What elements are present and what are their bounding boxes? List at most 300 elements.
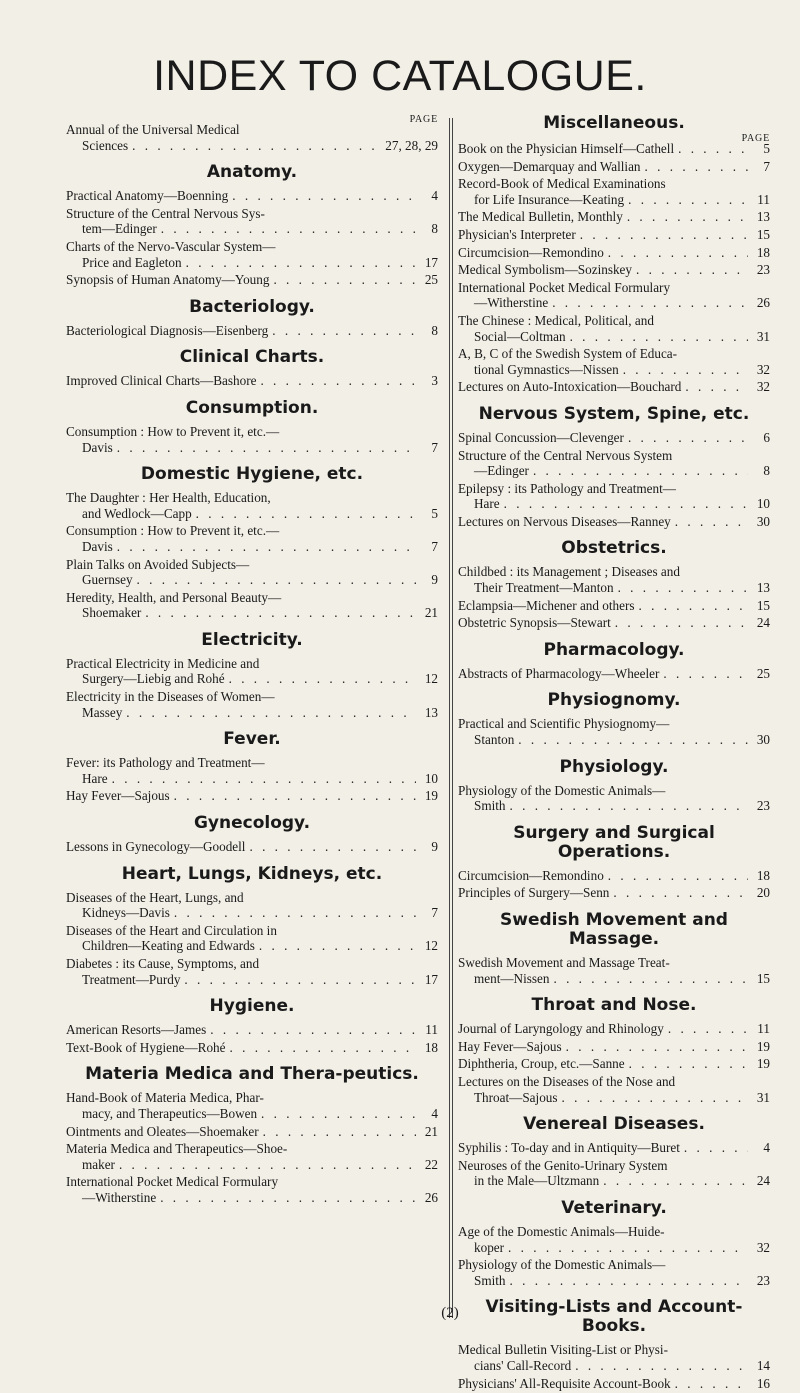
section-heading: Fever. [223,729,281,750]
dot-leader [510,798,748,814]
catalogue-entry [458,615,770,631]
dot-leader [174,788,416,804]
dot-leader [186,255,416,271]
dot-leader [575,1358,748,1374]
entry-page-number: 4 [763,1140,770,1156]
entry-title-line: Medical Bulletin Visiting-List or Physi- [458,1342,668,1358]
entry-title-line: for Life Insurance—Keating [474,191,625,207]
catalogue-entry [66,923,438,954]
entry-page-number: 11 [425,1022,438,1038]
entry-title-line: Physician's Interpreter [458,226,576,242]
entry-title-line: tional Gymnastics—Nissen [474,361,619,377]
catalogue-entry [458,313,770,344]
entry-page-number: 30 [756,513,770,529]
entry-title-line: koper [474,1239,505,1255]
entry-title-line: tem—Edinger [82,221,157,237]
catalogue-entry [66,956,438,987]
section-heading: Electricity. [201,629,303,650]
entry-title-line: —Witherstine [474,295,549,311]
catalogue-entry [458,716,770,747]
entry-page-number: 6 [763,429,770,445]
catalogue-entry [66,1040,438,1056]
dot-leader [628,192,748,208]
entry-title-line: Shoemaker [82,605,142,621]
section-heading: Anatomy. [206,162,298,183]
section-heading: Visiting-Lists and Account-Books. [485,1297,743,1337]
catalogue-entry [458,1342,770,1373]
entry-page-number: 11 [757,1021,770,1037]
section-heading: Physiology. [559,756,669,777]
entry-title-line: Annual of the Universal Medical [66,122,240,137]
dot-leader [261,1106,416,1122]
dot-leader [663,666,748,682]
entry-page-number: 14 [756,1357,770,1373]
entry-title-line: Hare [82,770,108,786]
entry-title-line: Physicians' All-Requisite Account-Book [458,1375,671,1391]
dot-leader [623,362,748,378]
dot-leader [174,905,416,921]
entry-page-number: 31 [756,328,770,344]
entry-title-line: Diseases of the Heart, Lungs, and [66,889,244,905]
section-heading: Miscellaneous. [543,113,685,133]
catalogue-entry [458,227,770,243]
entry-title-line: Plain Talks on Avoided Subjects— [66,556,250,572]
entry-title-line: Hand-Book of Materia Medica, Phar- [66,1090,264,1106]
entry-title-line: maker [82,1156,115,1172]
entry-page-number: 7 [431,538,438,554]
section-heading: Heart, Lungs, Kidneys, etc. [121,863,383,884]
catalogue-entry [66,490,438,521]
entry-page-number: 24 [756,615,770,631]
dot-leader [668,1021,748,1037]
entry-title-line: Lectures on the Diseases of the Nose and [458,1073,676,1089]
catalogue-entry [458,481,770,512]
dot-leader [533,463,748,479]
catalogue-entry [66,1174,438,1205]
dot-leader [562,1090,748,1106]
entry-title-line: The Daughter : Her Health, Education, [66,490,271,506]
entry-title-line: Spinal Concussion—Clevenger [458,429,624,445]
entry-page-number: 27, 28, 29 [385,137,438,153]
catalogue-entry [66,373,438,389]
dot-leader [518,732,748,748]
entry-page-number: 17 [424,254,438,270]
dot-leader [230,1040,417,1056]
dot-leader [260,373,416,389]
entry-page-number: 15 [756,970,770,986]
entry-page-number: 7 [763,158,770,174]
dot-leader [629,1056,748,1072]
entry-title-line: Improved Clinical Charts—Bashore [66,373,257,389]
entry-page-number: 12 [424,938,438,954]
entry-title-line: Lectures on Nervous Diseases—Ranney [458,513,671,529]
dot-leader [112,771,416,787]
dot-leader [210,1022,416,1038]
dot-leader [273,272,416,288]
entry-title-line: Surgery—Liebig and Rohé [82,671,225,687]
catalogue-entry [458,1224,770,1255]
dot-leader [232,188,416,204]
entry-page-number: 19 [756,1038,770,1054]
entry-page-number: 20 [756,885,770,901]
entry-page-number: 18 [424,1039,438,1055]
catalogue-entry [458,1039,770,1055]
section-heading: Venereal Diseases. [523,1114,705,1135]
section-heading: Gynecology. [193,813,311,834]
page-title: INDEX TO CATALOGUE. [153,52,647,100]
entry-title-line: Sciences [82,137,129,153]
entry-title-line: Oxygen—Demarquay and Wallian [458,158,641,174]
catalogue-entry [66,122,438,153]
entry-title-line: Obstetric Synopsis—Stewart [458,615,611,631]
catalogue-entry [458,176,770,207]
entry-page-number: 8 [431,221,438,237]
entry-page-number: 10 [424,770,438,786]
entry-page-number: 9 [431,572,438,588]
entry-title-line: Their Treatment—Manton [474,580,614,596]
catalogue-entry [458,783,770,814]
dot-leader [145,605,416,621]
dot-leader [508,1240,748,1256]
entry-page-number: 11 [757,191,770,207]
entry-title-line: Practical Anatomy—Boenning [66,188,229,204]
entry-title-line: Record-Book of Medical Examinations [458,176,666,192]
entry-title-line: —Edinger [474,463,529,479]
dot-leader [132,138,381,154]
entry-title-line: Lectures on Auto-Intoxication—Bouchard [458,379,682,395]
entry-title-line: The Chinese : Medical, Political, and [458,312,654,328]
entry-page-number: 26 [424,1189,438,1205]
catalogue-entry [66,557,438,588]
entry-title-line: Consumption : How to Prevent it, etc.— [66,423,280,439]
dot-leader [160,1190,416,1206]
entry-title-line: macy, and Therapeutics—Bowen [82,1105,258,1121]
entry-title-line: Price and Eagleton [82,254,182,270]
section-heading: Consumption. [185,397,319,418]
catalogue-entry [458,1021,770,1037]
section-heading: Nervous System, Spine, etc. [478,403,750,424]
page-number: (2) [441,1305,459,1321]
catalogue-entry [458,159,770,175]
catalogue-entry [458,346,770,377]
catalogue-entry [458,379,770,395]
catalogue-entry [66,424,438,455]
entry-title-line: Throat—Sajous [474,1089,558,1105]
dot-leader [117,440,416,456]
catalogue-entry [458,564,770,595]
catalogue-entry [458,868,770,884]
catalogue-entry [66,890,438,921]
dot-leader [675,1376,748,1392]
dot-leader [504,496,748,512]
entry-title-line: Physiology of the Domestic Animals— [458,1257,666,1273]
dot-leader [645,159,748,175]
section-heading: Clinical Charts. [179,347,325,368]
catalogue-entry [66,788,438,804]
column-divider [449,118,450,1318]
column-divider [452,118,453,1318]
section-heading: Throat and Nose. [531,995,697,1016]
entry-title-line: Diphtheria, Croup, etc.—Sanne [458,1056,625,1072]
entry-page-number: 13 [756,209,770,225]
dot-leader [552,295,748,311]
catalogue-entry [458,1140,770,1156]
entry-page-number: 7 [431,905,438,921]
entry-title-line: Fever: its Pathology and Treatment— [66,755,265,771]
dot-leader [272,323,416,339]
left-column [66,112,438,1208]
entry-title-line: Guernsey [82,572,133,588]
entry-page-number: 32 [756,361,770,377]
entry-page-number: 31 [756,1089,770,1105]
entry-title-line: Practical and Scientific Physiognomy— [458,716,670,732]
section-heading: Hygiene. [209,996,295,1017]
catalogue-entry [458,514,770,530]
section-heading: Veterinary. [561,1197,667,1218]
catalogue-entry [66,272,438,288]
catalogue-entry [458,280,770,311]
entry-page-number: 8 [763,463,770,479]
entry-page-number: 4 [431,188,438,204]
dot-leader [639,598,748,614]
entry-title-line: American Resorts—James [66,1022,207,1038]
dot-leader [137,572,416,588]
catalogue-entry [458,262,770,278]
entry-page-number: 10 [756,496,770,512]
entry-title-line: in the Male—Ultzmann [474,1173,600,1189]
entry-page-number: 17 [424,971,438,987]
catalogue-entry [458,1074,770,1105]
entry-page-number: 19 [756,1056,770,1072]
dot-leader [675,514,748,530]
dot-leader [636,262,748,278]
entry-page-number: 32 [756,379,770,395]
section-heading: Pharmacology. [543,639,685,660]
entry-title-line: Journal of Laryngology and Rhinology [458,1021,664,1037]
entry-title-line: Practical Electricity in Medicine and [66,655,260,671]
entry-title-line: Epilepsy : its Pathology and Treatment— [458,480,676,496]
entry-title-line: Materia Medica and Therapeutics—Shoe- [66,1141,288,1157]
catalogue-entry [458,885,770,901]
entry-title-line: Book on the Physician Himself—Cathell [458,141,675,156]
catalogue-entry [66,188,438,204]
dot-leader [117,539,416,555]
entry-page-number: 4 [431,1105,438,1121]
entry-page-number: 12 [424,671,438,687]
entry-page-number: 5 [431,505,438,521]
dot-leader [570,329,748,345]
entry-page-number: 21 [424,605,438,621]
entry-title-line: Age of the Domestic Animals—Huide- [458,1223,665,1239]
catalogue-entry [66,239,438,270]
entry-title-line: and Wedlock—Capp [82,505,192,521]
catalogue-entry [66,755,438,786]
entry-title-line: Medical Symbolism—Sozinskey [458,262,632,278]
page-column-label: PAGE [741,133,770,144]
dot-leader [580,227,748,243]
right-column [458,112,770,1393]
catalogue-entry [66,590,438,621]
dot-leader [566,1039,748,1055]
section-heading: Physiognomy. [547,690,681,711]
entry-title-line: Electricity in the Diseases of Women— [66,689,275,705]
entry-page-number: 3 [431,373,438,389]
dot-leader [603,1173,748,1189]
entry-title-line: Smith [474,1272,506,1288]
page-column-label: PAGE [409,114,438,125]
entry-title-line: Heredity, Health, and Personal Beauty— [66,589,282,605]
entry-title-line: Hay Fever—Sajous [458,1038,562,1054]
dot-leader [618,580,748,596]
dot-leader [608,245,748,261]
entry-title-line: Childbed : its Management ; Diseases and [458,564,680,580]
entry-page-number: 22 [424,1156,438,1172]
catalogue-entry [66,523,438,554]
section-heading: Domestic Hygiene, etc. [140,464,364,485]
entry-page-number: 25 [424,272,438,288]
entry-page-number: 15 [756,597,770,613]
entry-page-number: 26 [756,295,770,311]
entry-title-line: Hare [474,496,500,512]
entry-title-line: Children—Keating and Edwards [82,938,255,954]
dot-leader [608,868,748,884]
entry-title-line: Social—Coltman [474,328,566,344]
catalogue-entry [66,1022,438,1038]
entry-page-number: 23 [756,798,770,814]
catalogue-entry [458,1056,770,1072]
dot-leader [259,938,416,954]
entry-title-line: International Pocket Medical Formulary [458,279,671,295]
dot-leader [628,430,748,446]
dot-leader [119,1157,416,1173]
catalogue-entry [458,1158,770,1189]
entry-title-line: Text-Book of Hygiene—Rohé [66,1039,226,1055]
dot-leader [613,885,748,901]
entry-title-line: International Pocket Medical Formulary [66,1174,279,1190]
catalogue-entry [458,141,770,157]
entry-title-line: Smith [474,798,506,814]
section-heading: Bacteriology. [189,296,315,317]
entry-page-number: 5 [763,141,770,156]
catalogue-entry [458,245,770,261]
entry-title-line: cians' Call-Record [474,1357,572,1373]
entry-page-number: 9 [431,839,438,855]
dot-leader [685,379,748,395]
dot-leader [615,615,748,631]
catalogue-entry [66,839,438,855]
entry-title-line: Syphilis : To-day and in Antiquity—Buret [458,1140,680,1156]
section-heading: Surgery and Surgical Operations. [513,822,715,862]
catalogue-entry [458,1376,770,1392]
catalogue-entry [458,430,770,446]
entry-page-number: 15 [756,226,770,242]
catalogue-entry [458,1257,770,1288]
entry-title-line: The Medical Bulletin, Monthly [458,209,623,225]
entry-title-line: Ointments and Oleates—Shoemaker [66,1123,259,1139]
entry-title-line: Davis [82,538,113,554]
dot-leader [684,1140,748,1156]
dot-leader [263,1124,416,1140]
dot-leader [249,839,416,855]
entry-title-line: Kidneys—Davis [82,905,170,921]
catalogue-entry [458,448,770,479]
section-heading: Materia Medica and Thera-peutics. [85,1064,419,1085]
catalogue-entry [66,1141,438,1172]
dot-leader [126,705,416,721]
entry-page-number: 25 [756,665,770,681]
entry-title-line: Charts of the Nervo-Vascular System— [66,238,276,254]
entry-page-number: 23 [756,262,770,278]
entry-title-line: Diseases of the Heart and Circulation in [66,922,277,938]
catalogue-entry [66,689,438,720]
entry-title-line: Synopsis of Human Anatomy—Young [66,272,270,288]
entry-title-line: —Witherstine [82,1189,157,1205]
dot-leader [229,671,416,687]
catalogue-entry [66,1090,438,1121]
entry-title-line: Consumption : How to Prevent it, etc.— [66,523,280,539]
entry-page-number: 8 [431,322,438,338]
entry-title-line: Abstracts of Pharmacology—Wheeler [458,665,660,681]
dot-leader [161,221,416,237]
catalogue-entry [66,656,438,687]
entry-title-line: Neuroses of the Genito-Urinary System [458,1157,668,1173]
catalogue-entry [458,209,770,225]
catalogue-entry [458,598,770,614]
entry-page-number: 19 [424,788,438,804]
entry-page-number: 7 [431,439,438,455]
entry-page-number: 21 [424,1123,438,1139]
section-heading: Swedish Movement and Massage. [500,910,728,949]
catalogue-entry [66,1124,438,1140]
catalogue-entry [458,955,770,986]
entry-title-line: Davis [82,439,113,455]
entry-title-line: Treatment—Purdy [82,971,181,987]
entry-title-line: Bacteriological Diagnosis—Eisenberg [66,322,269,338]
entry-page-number: 13 [756,580,770,596]
section-heading: Obstetrics. [561,538,667,559]
entry-title-line: Swedish Movement and Massage Treat- [458,955,670,970]
catalogue-entry [66,323,438,339]
dot-leader [553,971,748,987]
entry-title-line: Massey [82,704,123,720]
dot-leader [678,141,748,157]
entry-title-line: Diabetes : its Cause, Symptoms, and [66,956,260,971]
entry-page-number: 32 [756,1239,770,1255]
catalogue-entry [458,666,770,682]
dot-leader [510,1273,748,1289]
entry-page-number: 18 [756,867,770,883]
entry-title-line: Lessons in Gynecology—Goodell [66,839,246,855]
entry-title-line: Principles of Surgery—Senn [458,885,610,901]
entry-title-line: Circumcision—Remondino [458,867,604,883]
entry-page-number: 30 [756,732,770,748]
entry-page-number: 24 [756,1173,770,1189]
entry-title-line: A, B, C of the Swedish System of Educa- [458,346,678,362]
dot-leader [184,972,416,988]
entry-title-line: Structure of the Central Nervous Sys- [66,205,265,221]
entry-title-line: ment—Nissen [474,970,550,986]
entry-page-number: 23 [756,1272,770,1288]
entry-title-line: Eclampsia—Michener and others [458,597,635,613]
entry-title-line: Stanton [474,732,515,748]
entry-title-line: Circumcision—Remondino [458,244,604,260]
entry-page-number: 18 [756,244,770,260]
catalogue-entry [66,206,438,237]
entry-page-number: 16 [756,1375,770,1391]
dot-leader [196,506,416,522]
entry-title-line: Structure of the Central Nervous System [458,447,673,463]
entry-title-line: Hay Fever—Sajous [66,788,170,804]
